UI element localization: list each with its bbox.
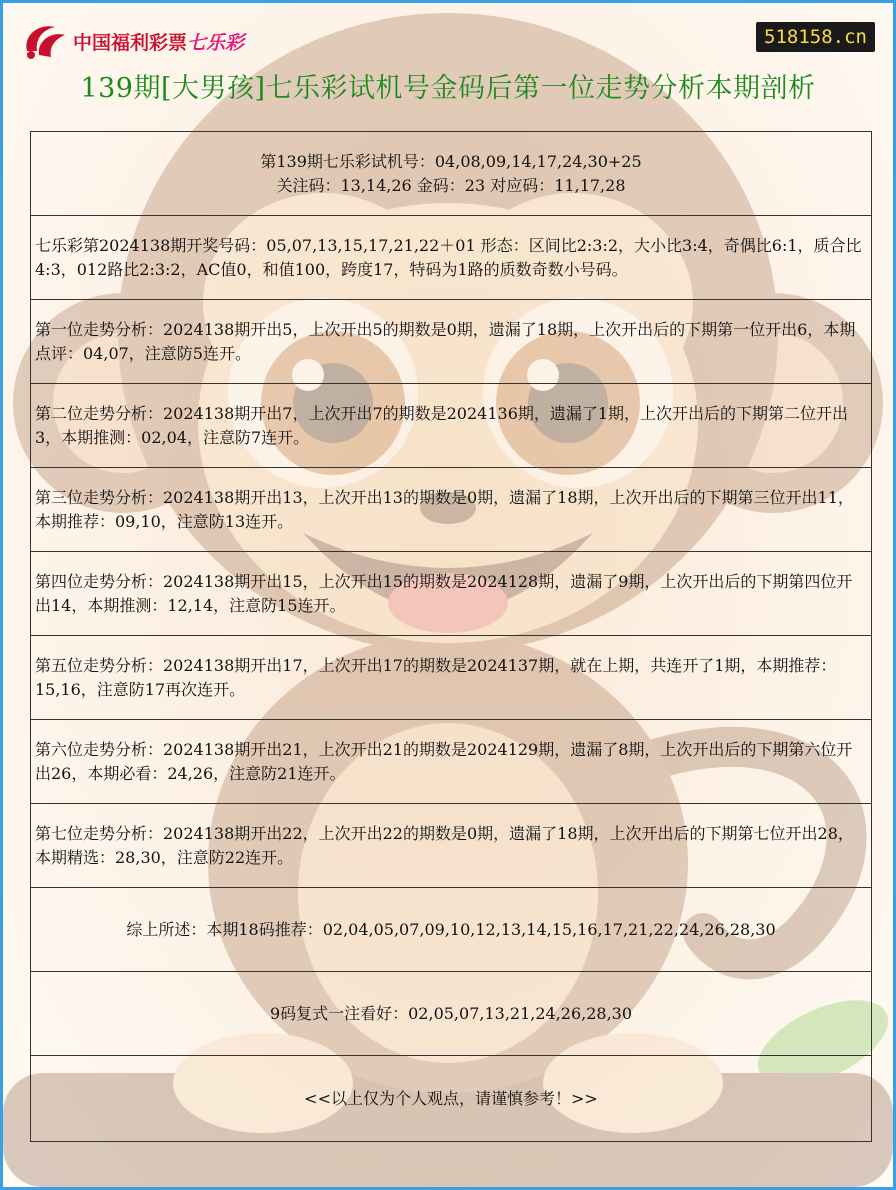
position-5-row: [31, 636, 871, 720]
summary-row: [31, 888, 871, 972]
position-2-row: [31, 384, 871, 468]
position-3-row: [31, 468, 871, 552]
position-5-text: 第五位走势分析：2024138期开出17，上次开出17的期数是2024137期，就在上期，共连开了1期，本期推荐：15,16，注意防17再次连开。: [35, 655, 837, 699]
test-numbers: 第139期七乐彩试机号：04,08,09,14,17,24,30+25: [260, 151, 642, 171]
position-7-text: 第七位走势分析：2024138期开出22，上次开出22的期数是0期，遗漏了18期，上次开出后的下期第七位开出28，本期精选：28,30，注意防22连开。: [35, 823, 854, 867]
position-1-row: [31, 300, 871, 384]
position-2-text: 第二位走势分析：2024138期开出7，上次开出7的期数是2024136期，遗漏了1期，上次开出后的下期第二位开出3，本期推测：02,04，注意防7连开。: [35, 403, 849, 447]
compound-row: [31, 972, 871, 1056]
analysis-table: [30, 131, 872, 1142]
position-4-row: [31, 552, 871, 636]
header: [3, 3, 893, 131]
last-draw-row: [31, 216, 871, 300]
position-4-text: 第四位走势分析：2024138期开出15，上次开出15的期数是2024128期，遗漏了9期，上次开出后的下期第四位开出14，本期推测：12,14，注意防15连开。: [35, 571, 853, 615]
site-badge[interactable]: 518158.cn: [756, 22, 875, 52]
lottery-logo-icon: [21, 21, 69, 61]
last-draw-text: 七乐彩第2024138期开奖号码：05,07,13,15,17,21,22＋01 形态：区间比2:3:2，大小比3:4，奇偶比6:1，质合比4:3，012路比2:3:2，AC值0，和值100，跨度17，特码为1路的质数奇数小号码。: [35, 235, 862, 279]
compound-9-text: 9码复式一注看好：02,05,07,13,21,24,26,28,30: [269, 1003, 633, 1023]
test-number-row: [31, 132, 871, 216]
focus-codes: 关注码：13,14,26 金码：23 对应码：11,17,28: [276, 175, 626, 195]
logo-text: [73, 28, 244, 55]
summary-18-text: 综上所述：本期18码推荐：02,04,05,07,09,10,12,13,14,15,16,17,21,22,24,26,28,30: [126, 919, 776, 939]
logo-brand: 中国福利彩票: [73, 31, 188, 54]
disclaimer-row: [31, 1056, 871, 1142]
lottery-logo[interactable]: [21, 21, 244, 61]
position-7-row: [31, 804, 871, 888]
position-3-text: 第三位走势分析：2024138期开出13，上次开出13的期数是0期，遗漏了18期，上次开出后的下期第三位开出11，本期推荐：09,10，注意防13连开。: [35, 487, 854, 531]
page-title: 139期[大男孩]七乐彩试机号金码后第一位走势分析本期剖析: [80, 73, 816, 104]
position-1-text: 第一位走势分析：2024138期开出5，上次开出5的期数是0期，遗漏了18期，上次开出后的下期第一位开出6，本期点评：04,07，注意防5连开。: [35, 319, 856, 363]
logo-game: 七乐彩: [187, 31, 245, 54]
disclaimer-text: <<以上仅为个人观点，请谨慎参考！>>: [304, 1088, 598, 1108]
position-6-row: [31, 720, 871, 804]
position-6-text: 第六位走势分析：2024138期开出21，上次开出21的期数是2024129期，遗漏了8期，上次开出后的下期第六位开出26，本期必看：24,26，注意防21连开。: [35, 739, 853, 783]
